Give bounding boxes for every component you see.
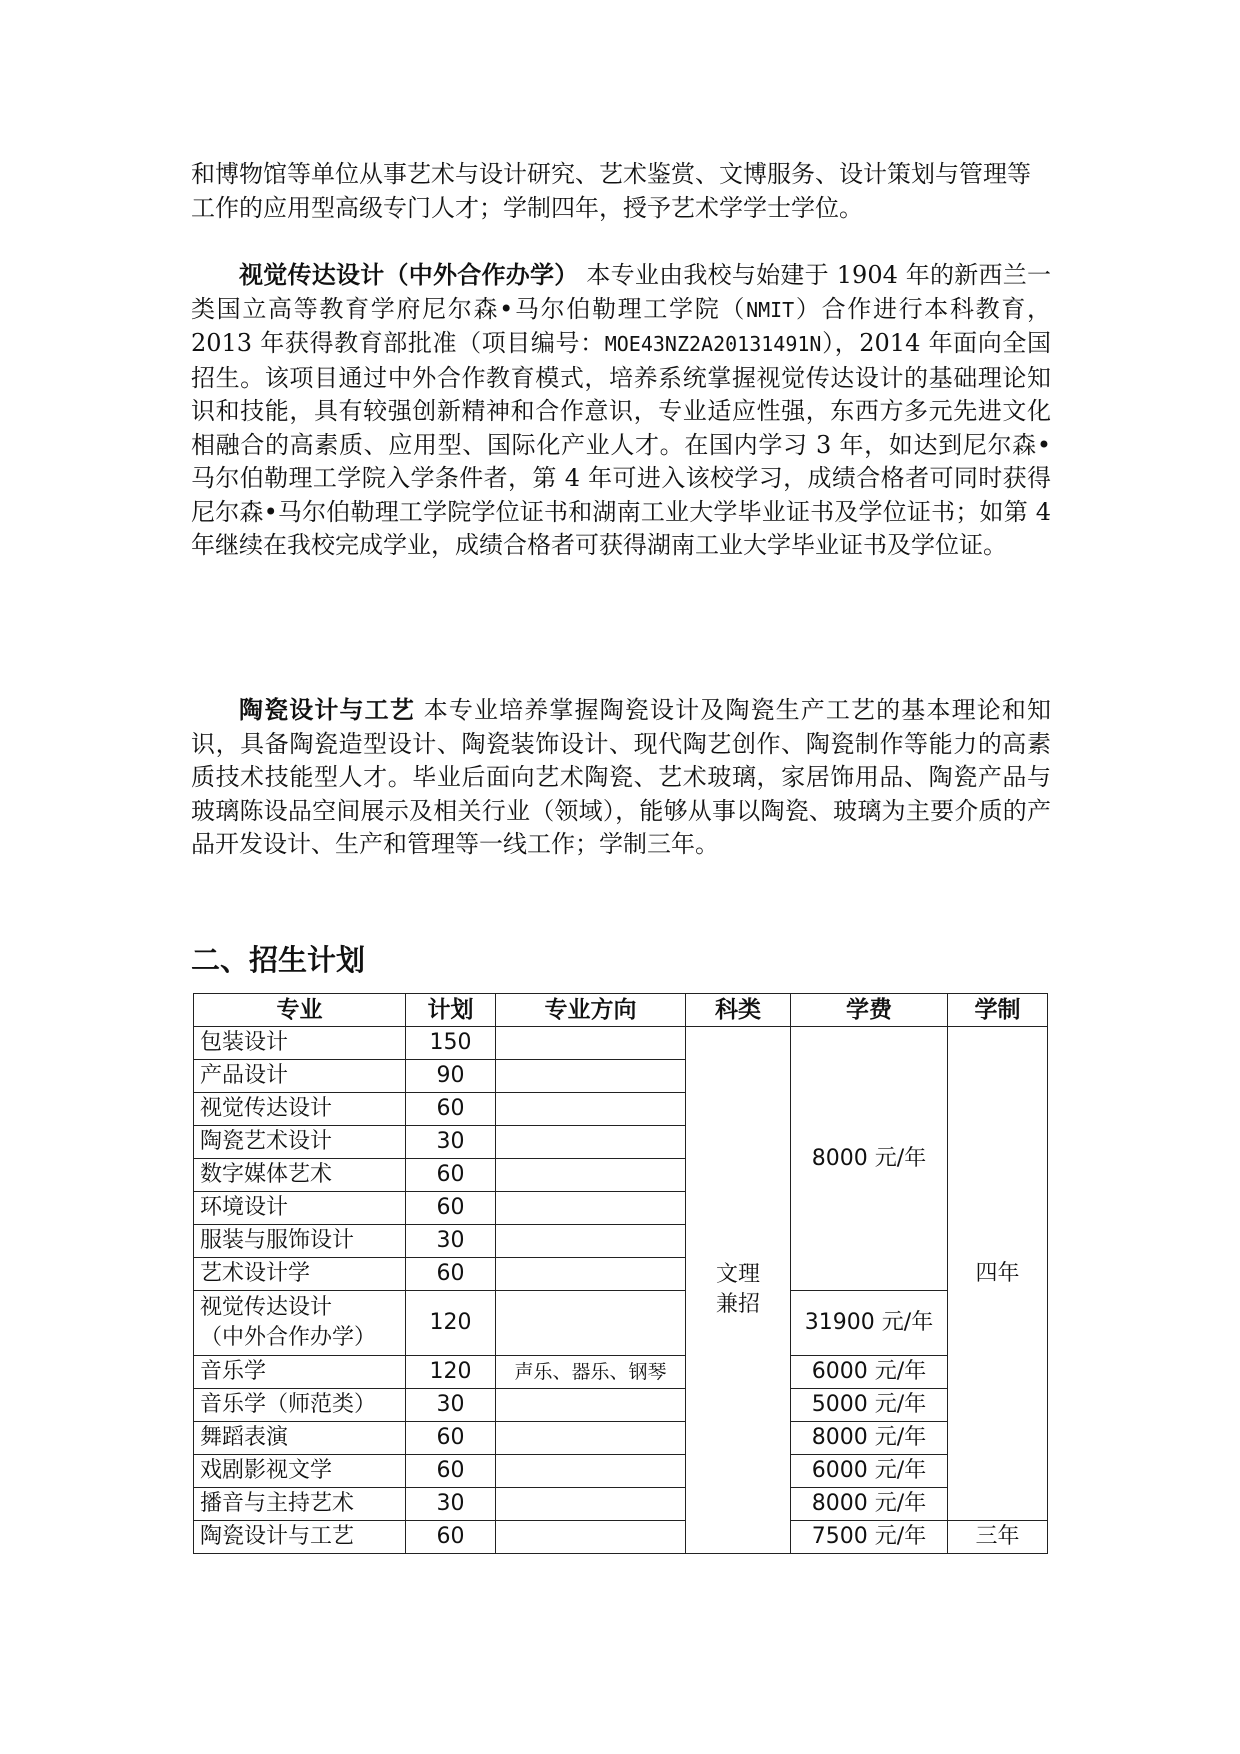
major-cell: 服装与服饰设计	[194, 1225, 406, 1258]
table-row	[194, 1356, 1048, 1389]
table-row	[194, 1521, 1048, 1554]
direction-cell	[496, 1455, 686, 1488]
major-cell: 陶瓷艺术设计	[194, 1126, 406, 1159]
plan-cell: 90	[406, 1060, 496, 1093]
header-fee: 学费	[791, 994, 948, 1027]
table-row	[194, 1027, 1048, 1060]
enrollment-plan-table	[193, 993, 1048, 1554]
plan-cell: 30	[406, 1389, 496, 1422]
table-row	[194, 1455, 1048, 1488]
direction-cell	[496, 1488, 686, 1521]
vcd-nmit: NMIT	[746, 297, 795, 322]
header-direction: 专业方向	[496, 994, 686, 1027]
ceramic-body: 本专业培养掌握陶瓷设计及陶瓷生产工艺的基本理论和知识，具备陶瓷造型设计、陶瓷装饰设计、现代陶艺创作、陶瓷制作等能力的高素质技术技能型人才。毕业后面向艺术陶瓷、艺术玻璃，家居饰用品、陶瓷产品与玻璃陈设品空间展示及相关行业（领域），能够从事以陶瓷、玻璃为主要介质的产品开发设计、生产和管理等一线工作；学制三年。	[191, 696, 1051, 858]
plan-cell: 60	[406, 1159, 496, 1192]
fee-cell-dance: 8000 元/年	[791, 1422, 948, 1455]
ceramic-paragraph-text	[191, 693, 1051, 862]
fee-cell-music-teacher: 5000 元/年	[791, 1389, 948, 1422]
section-title-enrollment-plan: 二、招生计划	[191, 943, 366, 977]
vcd-body-a: 本专业由我校与始建于 1904 年的新西兰一类国立高等教育学府尼尔森•马尔伯勒理工学院（	[191, 261, 1051, 323]
header-major: 专业	[194, 994, 406, 1027]
vcd-paragraph-text	[191, 258, 1051, 563]
intro-line-2: 工作的应用型高级专门人才；学制四年，授予艺术学学士学位。	[191, 193, 863, 222]
table-row	[194, 1389, 1048, 1422]
plan-cell: 60	[406, 1258, 496, 1291]
major-cell: 艺术设计学	[194, 1258, 406, 1291]
plan-cell: 60	[406, 1422, 496, 1455]
intro-paragraph	[191, 158, 1051, 225]
major-cell: 包装设计	[194, 1027, 406, 1060]
table-row	[194, 1488, 1048, 1521]
direction-cell: 声乐、器乐、钢琴	[496, 1356, 686, 1389]
vcd-body-b: ）合作进行本科教育，2013 年获得教育部批准（项目编号：	[191, 294, 1052, 357]
plan-cell: 150	[406, 1027, 496, 1060]
major-cell: 陶瓷设计与工艺	[194, 1521, 406, 1554]
plan-cell: 120	[406, 1356, 496, 1389]
vcd-project-code: MOE43NZ2A20131491N	[604, 332, 822, 356]
direction-cell	[496, 1060, 686, 1093]
major-cell: 产品设计	[194, 1060, 406, 1093]
fee-cell-ceramic: 7500 元/年	[791, 1521, 948, 1554]
table-header-row	[194, 994, 1048, 1027]
fee-cell-music: 6000 元/年	[791, 1356, 948, 1389]
intro-line-1: 和博物馆等单位从事艺术与设计研究、艺术鉴赏、文博服务、设计策划与管理等	[191, 160, 1031, 188]
major-cell: 舞蹈表演	[194, 1422, 406, 1455]
fee-cell-broadcast: 8000 元/年	[791, 1488, 948, 1521]
major-cell: 环境设计	[194, 1192, 406, 1225]
major-cell: 音乐学	[194, 1356, 406, 1389]
direction-cell	[496, 1027, 686, 1060]
plan-cell: 60	[406, 1093, 496, 1126]
plan-cell: 30	[406, 1488, 496, 1521]
plan-cell: 60	[406, 1192, 496, 1225]
category-line-2: 兼招	[715, 1292, 760, 1317]
vcd-major-line-1: 视觉传达设计	[200, 1295, 333, 1320]
direction-cell	[496, 1389, 686, 1422]
direction-cell	[496, 1521, 686, 1554]
ceramic-title: 陶瓷设计与工艺	[239, 695, 415, 724]
fee-cell-design-group: 8000 元/年	[791, 1027, 948, 1291]
major-cell: 戏剧影视文学	[194, 1455, 406, 1488]
direction-cell	[496, 1192, 686, 1225]
header-plan: 计划	[406, 994, 496, 1027]
vcd-paragraph	[191, 258, 1051, 563]
plan-cell: 60	[406, 1455, 496, 1488]
vcd-body-c: ），2014 年面向全国招生。该项目通过中外合作教育模式，培养系统掌握视觉传达设计的基础理论知识和技能，具有较强创新精神和合作意识，专业适应性强，东西方多元先进文化相融合的高素质、应用型、国际化产业人才。在国内学习 3 年，如达到尼尔森•马尔伯勒理工学院入学条件者，第 4 年可进入该校学习，成绩合格者可同时获得尼尔森•马尔伯勒理工学院学位证书和湖南工业大学毕业证书及学位证书；如第 4 年继续在我校完成学业，成绩合格者可获得湖南工业大学毕业证书及学位证。	[191, 329, 1051, 559]
major-cell: 播音与主持艺术	[194, 1488, 406, 1521]
plan-cell: 30	[406, 1126, 496, 1159]
direction-cell	[496, 1126, 686, 1159]
vcd-title: 视觉传达设计（中外合作办学）	[239, 260, 579, 289]
direction-cell	[496, 1225, 686, 1258]
major-cell: 视觉传达设计	[194, 1093, 406, 1126]
header-duration: 学制	[948, 994, 1048, 1027]
plan-cell: 60	[406, 1521, 496, 1554]
direction-cell	[496, 1093, 686, 1126]
category-cell	[686, 1027, 791, 1554]
direction-cell	[496, 1422, 686, 1455]
direction-cell	[496, 1159, 686, 1192]
major-cell: 数字媒体艺术	[194, 1159, 406, 1192]
vcd-major-line-2: （中外合作办学）	[200, 1325, 377, 1350]
fee-cell-drama: 6000 元/年	[791, 1455, 948, 1488]
ceramic-paragraph	[191, 693, 1051, 862]
major-cell	[194, 1291, 406, 1356]
table-row	[194, 1291, 1048, 1356]
direction-cell	[496, 1258, 686, 1291]
plan-cell: 30	[406, 1225, 496, 1258]
category-line-1: 文理	[715, 1262, 760, 1287]
major-cell: 音乐学（师范类）	[194, 1389, 406, 1422]
duration-cell-three-years: 三年	[948, 1521, 1048, 1554]
fee-cell-vcd-coop: 31900 元/年	[791, 1291, 948, 1356]
table-row	[194, 1422, 1048, 1455]
duration-cell-four-years: 四年	[948, 1027, 1048, 1521]
direction-cell	[496, 1291, 686, 1356]
header-category: 科类	[686, 994, 791, 1027]
plan-cell: 120	[406, 1291, 496, 1356]
